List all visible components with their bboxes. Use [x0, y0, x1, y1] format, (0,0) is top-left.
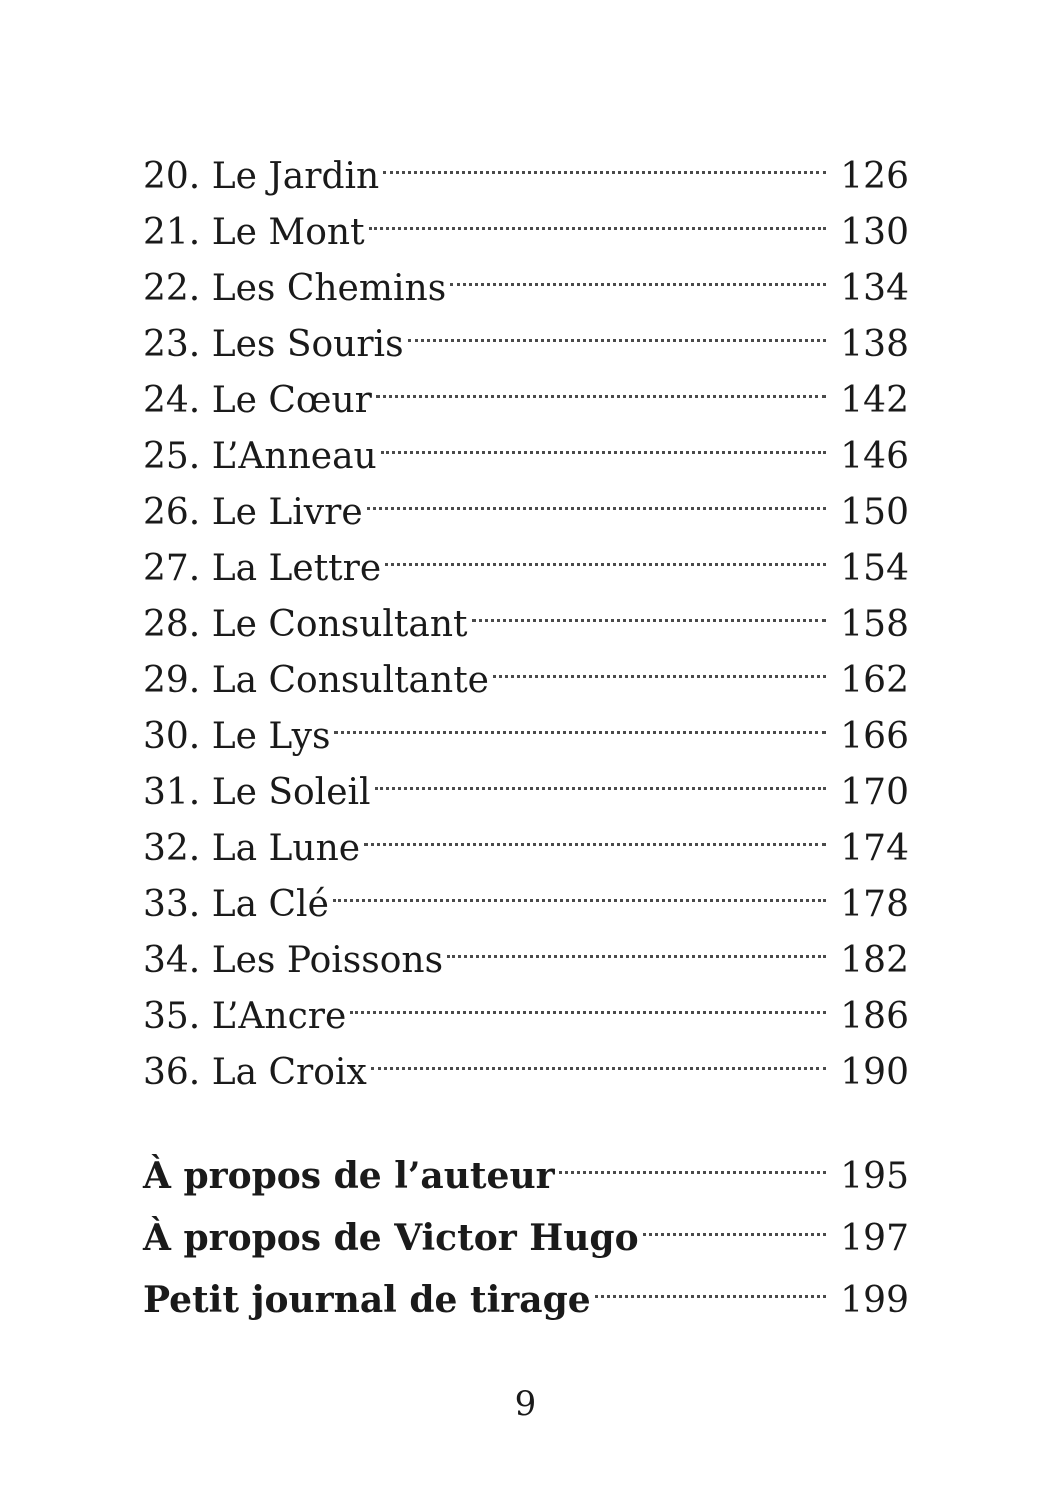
toc-entry-title: 23. Les Souris	[143, 324, 404, 365]
toc-entry-page: 178	[840, 884, 909, 925]
toc-entry-page: 170	[840, 772, 909, 813]
toc-entry-page: 158	[840, 604, 909, 645]
toc-entry-page: 162	[840, 660, 909, 701]
dot-leader	[350, 972, 826, 1028]
toc-entry-title: 28. Le Consultant	[143, 604, 468, 645]
dot-leader	[371, 1028, 827, 1084]
dot-leader	[381, 412, 827, 468]
dot-leader	[493, 636, 826, 692]
toc-entry-title: 25. L’Anneau	[143, 436, 377, 477]
dot-leader	[383, 132, 826, 188]
toc-entry-title: 22. Les Chemins	[143, 268, 447, 309]
toc-entry-title: 20. Le Jardin	[143, 156, 380, 197]
toc-entry-title: À propos de l’auteur	[143, 1155, 555, 1197]
toc-entry-title: 34. Les Poissons	[143, 940, 444, 981]
dot-leader	[364, 804, 826, 860]
toc-entry-page: 166	[840, 716, 909, 757]
toc-entry-page: 174	[840, 828, 909, 869]
toc-entry-page: 199	[840, 1280, 909, 1321]
toc-entry-title: Petit journal de tirage	[143, 1279, 591, 1321]
toc-entry-page: 142	[840, 380, 909, 421]
dot-leader	[447, 916, 826, 972]
toc-entry-title: 24. Le Cœur	[143, 380, 372, 421]
dot-leader	[333, 860, 826, 916]
toc-entry-page: 182	[840, 940, 909, 981]
toc-entry-page: 146	[840, 436, 909, 477]
page-number: 9	[514, 1384, 537, 1424]
toc-entry-title: 29. La Consultante	[143, 660, 489, 701]
toc-entry-page: 195	[840, 1156, 909, 1197]
toc-entry-title: 31. Le Soleil	[143, 772, 371, 813]
dot-leader	[408, 300, 827, 356]
toc-entry-page: 150	[840, 492, 909, 533]
toc-entry-page: 197	[840, 1218, 909, 1259]
toc-entry-title: 35. L’Ancre	[143, 996, 347, 1037]
dot-leader	[595, 1250, 827, 1312]
toc-appendix-entry[interactable]	[143, 1126, 909, 1197]
toc-entry-title: 33. La Clé	[143, 884, 329, 925]
toc-entry-page: 130	[840, 212, 909, 253]
toc-entry-page: 186	[840, 996, 909, 1037]
toc-entry-title: À propos de Victor Hugo	[143, 1217, 639, 1259]
toc-entry-title: 30. Le Lys	[143, 716, 331, 757]
toc-entry-page: 154	[840, 548, 909, 589]
dot-leader	[367, 468, 827, 524]
table-of-contents	[143, 132, 909, 1321]
toc-entry-title: 27. La Lettre	[143, 548, 382, 589]
toc-entry-page: 134	[840, 268, 909, 309]
toc-entry-title: 21. Le Mont	[143, 212, 365, 253]
toc-entry-title: 32. La Lune	[143, 828, 361, 869]
dot-leader	[472, 580, 827, 636]
dot-leader	[334, 692, 826, 748]
dot-leader	[375, 748, 827, 804]
toc-entry-page: 138	[840, 324, 909, 365]
dot-leader	[450, 244, 826, 300]
toc-entry-page: 190	[840, 1052, 909, 1093]
dot-leader	[385, 524, 826, 580]
dot-leader	[559, 1126, 827, 1188]
toc-entry-title: 26. Le Livre	[143, 492, 363, 533]
dot-leader	[376, 356, 826, 412]
dot-leader	[369, 188, 827, 244]
toc-entry-page: 126	[840, 156, 909, 197]
toc-entry[interactable]	[143, 132, 909, 197]
toc-entry-title: 36. La Croix	[143, 1052, 367, 1093]
dot-leader	[643, 1188, 827, 1250]
